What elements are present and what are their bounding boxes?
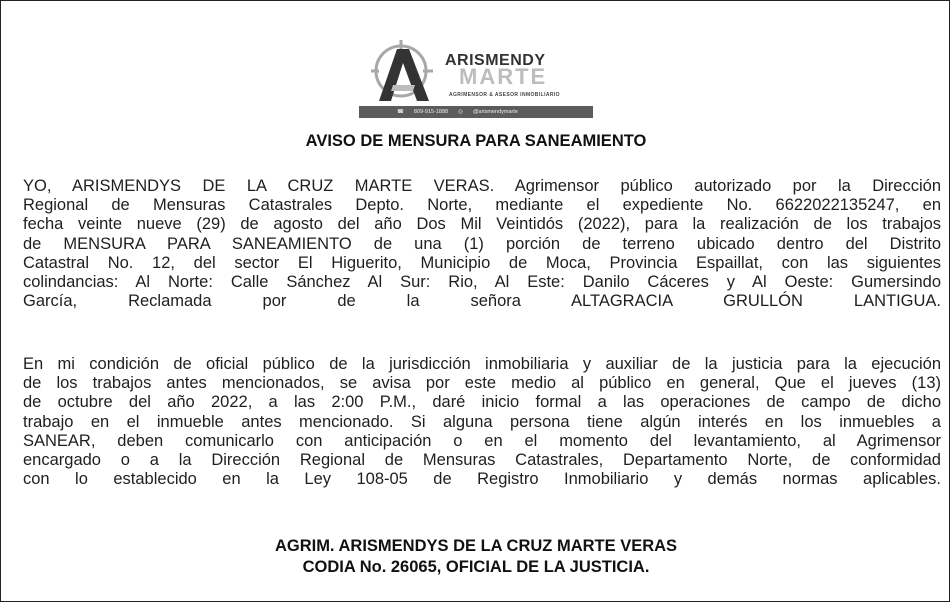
- paragraph-line: encargado o a la Dirección Regional de Mensuras Catastrales, Departamento Norte, de conformidad: [23, 451, 941, 470]
- paragraph-line: SANEAR, deben comunicarlo con anticipación o en el momento del levantamiento, al Agrimensor: [23, 431, 941, 450]
- social-icon: ◎: [458, 109, 463, 115]
- paragraph-line: En mi condición de oficial público de la jurisdicción inmobiliaria y auxiliar de la justicia para la ejecución: [23, 355, 941, 373]
- signature-credentials: CODIA No. 26065, OFICIAL DE LA JUSTICIA.: [302, 558, 650, 576]
- paragraph-line: trabajo en el inmueble antes mencionado. Si alguna persona tiene algún interés en los inmuebles a: [23, 412, 941, 431]
- logo-brand-name: ARISMENDY: [445, 52, 546, 69]
- paragraph-line: Catastral No. 12, del sector El Higuerito, Municipio de Moca, Provincia Espaillat, con las siguientes: [23, 253, 941, 272]
- contact-phone: 809-915-1888: [413, 109, 449, 115]
- logo-contact-bar: [359, 106, 593, 118]
- signature-name: AGRIM. ARISMENDYS DE LA CRUZ MARTE VERAS: [274, 537, 678, 555]
- paragraph-line: de octubre del año 2022, a las 2:00 P.M., daré inicio formal a las operaciones de campo de dicho: [23, 393, 941, 412]
- logo-brand-surname: MARTE: [459, 64, 548, 89]
- paragraph-line: colindancias: Al Norte: Calle Sánchez Al Sur: Rio, Al Este: Danilo Cáceres y Al Oeste: Gumersindo: [23, 273, 941, 292]
- company-logo: [359, 37, 593, 121]
- paragraph-survey-details: [23, 177, 941, 311]
- paragraph-line: con lo establecido en la Ley 108-05 de Registro Inmobiliario y demás normas aplicables.: [23, 470, 941, 489]
- notice-title: AVISO DE MENSURA PARA SANEAMIENTO: [305, 132, 647, 150]
- contact-social: @arismendymarte: [472, 109, 518, 115]
- paragraph-line: fecha veinte nueve (29) de agosto del año Dos Mil Veintidós (2022), para la realización de los trabajos: [23, 215, 941, 234]
- paragraph-public-notice: [23, 355, 941, 489]
- logo-tagline: AGRIMENSOR & ASESOR INMOBILIARIO: [449, 92, 560, 98]
- paragraph-line: YO, ARISMENDYS DE LA CRUZ MARTE VERAS. Agrimensor público autorizado por la Dirección: [23, 177, 941, 195]
- paragraph-line: Regional de Mensuras Catastrales Depto. Norte, mediante el expediente No. 6622022135247, en: [23, 196, 941, 215]
- paragraph-line: de MENSURA PARA SANEAMIENTO de una (1) porción de terreno ubicado dentro del Distrito: [23, 234, 941, 253]
- phone-icon: ☎: [397, 109, 404, 115]
- paragraph-line: de los trabajos antes mencionados, se avisa por este medio al público en general, Que el jueves (13): [23, 374, 941, 393]
- paragraph-line: García, Reclamada por de la señora ALTAGRACIA GRULLÓN LANTIGUA.: [23, 292, 941, 311]
- surveyor-crosshair-a-icon: [359, 37, 451, 105]
